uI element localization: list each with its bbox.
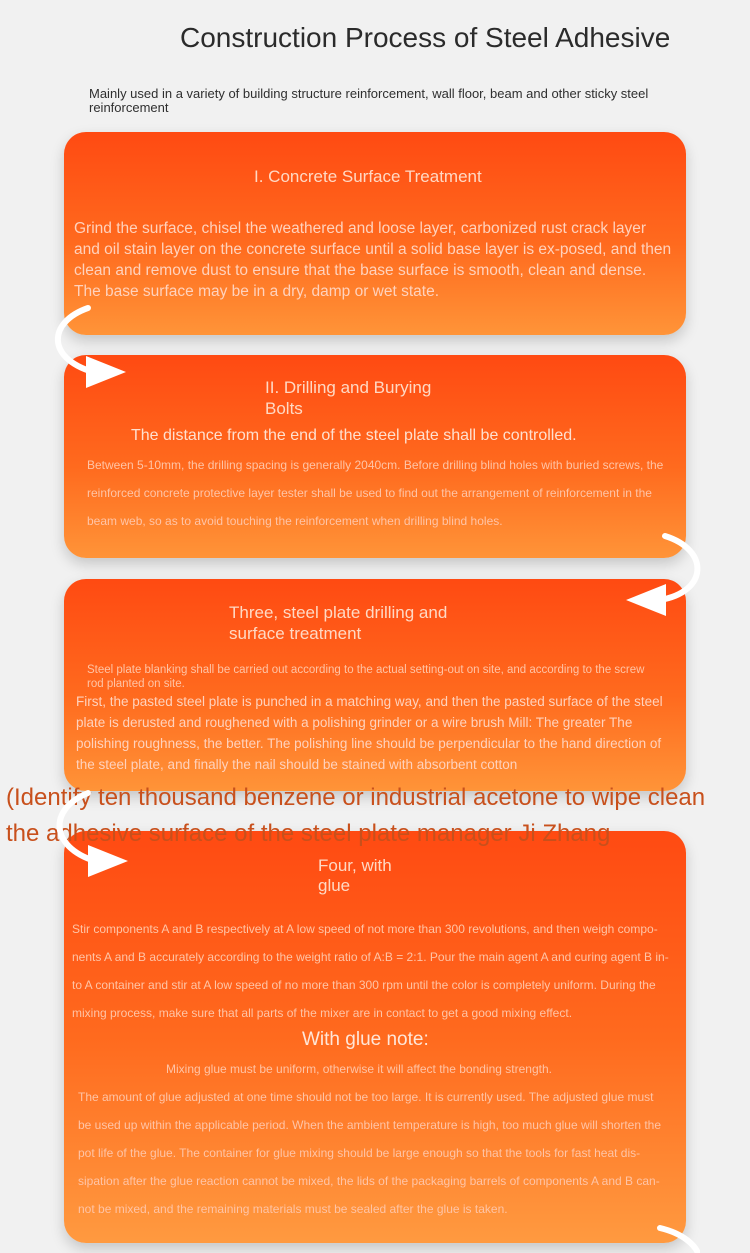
step-card-1 xyxy=(64,132,686,335)
step-3-body: First, the pasted steel plate is punched in a matching way, and then the pasted surface of the steel plate is derusted and roughened with a polishing grinder or a wire brush Mill: The greater The polishing roughness, the better. The polishing line should be perpendicular to the hand direction of the steel plate, and finally the nail should be stained with absorbent cotton xyxy=(76,694,663,772)
curved-arrow-icon xyxy=(40,785,140,885)
overlay-line-2: the adhesive surface of the steel plate manager Ji Zhang xyxy=(6,820,611,847)
step-1-body: Grind the surface, chisel the weathered and loose layer, carbonized rust crack layer and oil stain layer on the concrete surface until a solid base layer is ex-posed, and then clean and remove dust to ensure that the base surface is smooth, clean and dense. The base surface may be in a dry, damp or wet state. xyxy=(74,220,672,300)
step-2-heading-line1: II. Drilling and Burying xyxy=(265,378,432,397)
step-4-body: Stir components A and B respectively at A low speed of not more than 300 revolutions, and then weigh compo-nents A and B accurately according to the weight ratio of A:B = 2:1. Pour the main agent A and curing agent B in-to A container and stir at A low speed of no more than 300 rpm until the color is completely uniform. During the mixing process, make sure that all parts of the mixer are in contact to get a good mixing effect. xyxy=(72,922,669,1020)
glue-note-lead: Mixing glue must be uniform, otherwise it will affect the bonding strength. xyxy=(166,1062,552,1076)
step-4-heading-line2: glue xyxy=(318,876,351,895)
step-1-heading: I. Concrete Surface Treatment xyxy=(254,167,482,186)
step-3-heading-line1: Three, steel plate drilling and xyxy=(229,603,448,622)
glue-note-heading: With glue note: xyxy=(302,1029,429,1050)
page-subtitle: Mainly used in a variety of building structure reinforcement, wall floor, beam and other sticky steel reinforcement xyxy=(89,86,649,115)
step-card-2 xyxy=(64,355,686,558)
step-4-heading-line1: Four, with xyxy=(318,856,392,875)
step-2-body: Between 5-10mm, the drilling spacing is generally 2040cm. Before drilling blind holes with buried screws, the reinforced concrete protective layer tester shall be used to find out the arrangement of reinforcement in the beam web, so as to avoid touching the reinforcement when drilling blind holes. xyxy=(87,458,664,528)
step-card-3 xyxy=(64,579,686,791)
curved-arrow-icon xyxy=(38,300,138,395)
curved-arrow-icon xyxy=(620,530,715,625)
curved-arrow-icon xyxy=(640,1222,700,1253)
step-2-heading-line2: Bolts xyxy=(265,399,303,418)
step-3-note: Steel plate blanking shall be carried out according to the actual setting-out on site, and according to the screw rod planted on site. xyxy=(87,664,645,690)
step-2-lead: The distance from the end of the steel plate shall be controlled. xyxy=(131,427,577,444)
step-3-heading-line2: surface treatment xyxy=(229,624,362,643)
page-title: Construction Process of Steel Adhesive xyxy=(180,22,671,53)
step-card-4 xyxy=(64,831,686,1243)
overlay-line-1: (Identify ten thousand benzene or industrial acetone to wipe clean xyxy=(6,784,706,811)
glue-note-body: The amount of glue adjusted at one time should not be too large. It is currently used. The adjusted glue must be used up within the applicable period. When the ambient temperature is high, too much glue will shorten the pot life of the glue. The container for glue mixing should be large enough so that the tools for fast heat dis-sipation after the glue reaction cannot be mixed, the lids of the packaging barrels of components A and B can-not be mixed, and the remaining materials must be sealed after the glue is taken. xyxy=(78,1090,662,1216)
